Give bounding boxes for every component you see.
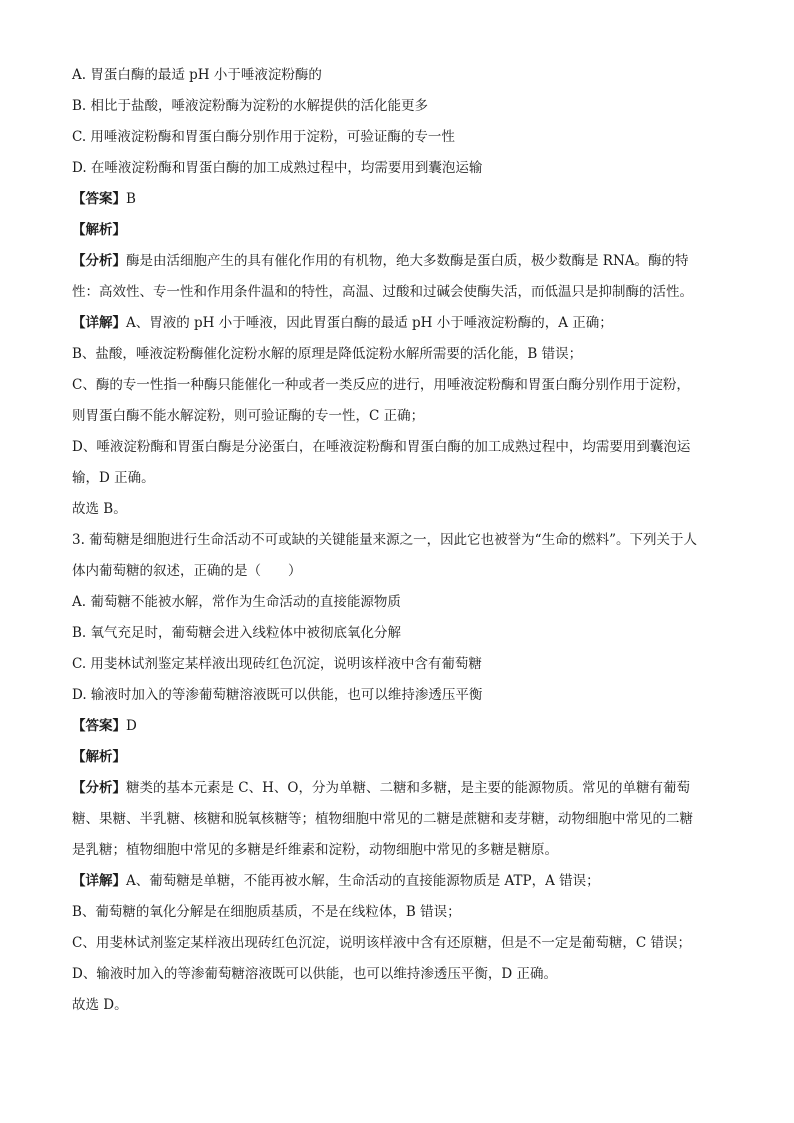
- fenxi-text: 酶是由活细胞产生的具有催化作用的有机物，绝大多数酶是蛋白质，极少数酶是 RNA。酶的特: [126, 253, 689, 269]
- fenxi-label: 【分析】: [72, 780, 126, 796]
- xiangjie-label: 【详解】: [72, 873, 126, 889]
- xiangjie-label: 【详解】: [72, 315, 126, 331]
- q3-option-c: C. 用斐林试剂鉴定某样液出现砖红色沉淀，说明该样液中含有葡萄糖: [72, 656, 482, 672]
- q2-option-b: B. 相比于盐酸，唾液淀粉酶为淀粉的水解提供的活化能更多: [72, 98, 429, 114]
- q3-xiangjie-line-3: C、用斐林试剂鉴定某样液出现砖红色沉淀，说明该样液中含有还原糖，但是不一定是葡萄糖，C 错误；: [72, 935, 691, 951]
- q3-option-a: A. 葡萄糖不能被水解，常作为生命活动的直接能源物质: [72, 594, 401, 610]
- q2-xiangjie-line-4: 则胃蛋白酶不能水解淀粉，则可验证酶的专一性，C 正确；: [72, 408, 425, 424]
- q2-option-c: C. 用唾液淀粉酶和胃蛋白酶分别作用于淀粉，可验证酶的专一性: [72, 129, 455, 145]
- answer-label: 【答案】: [72, 191, 126, 207]
- q2-xiangjie-line-6: 输，D 正确。: [72, 470, 155, 486]
- q2-answer: [72, 190, 136, 208]
- xiangjie-text: A、葡萄糖是单糖，不能再被水解，生命活动的直接能源物质是 ATP，A 错误；: [126, 873, 600, 889]
- q3-stem-line-1: 3. 葡萄糖是细胞进行生命活动不可或缺的关键能量来源之一，因此它也被誉为“生命的燃料”。下列关于人: [72, 532, 697, 548]
- q3-xiangjie-line-2: B、葡萄糖的氧化分解是在细胞质基质，不是在线粒体，B 错误；: [72, 904, 461, 920]
- fenxi-label: 【分析】: [72, 253, 126, 269]
- q3-fenxi-line-3: 是乳糖；植物细胞中常见的多糖是纤维素和淀粉，动物细胞中常见的多糖是糖原。: [72, 842, 558, 858]
- q3-analysis-label: 【解析】: [72, 749, 126, 765]
- q3-conclusion: 故选 D。: [72, 997, 128, 1013]
- q2-fenxi-line-1: [72, 252, 689, 270]
- q2-option-d: D. 在唾液淀粉酶和胃蛋白酶的加工成熟过程中，均需要用到囊泡运输: [72, 160, 483, 176]
- q3-fenxi-line-2: 糖、果糖、半乳糖、核糖和脱氧核糖等；植物细胞中常见的二糖是蔗糖和麦芽糖，动物细胞中常见的二糖: [72, 811, 693, 827]
- q2-conclusion: 故选 B。: [72, 501, 127, 517]
- q2-xiangjie-line-3: C、酶的专一性指一种酶只能催化一种或者一类反应的进行，用唾液淀粉酶和胃蛋白酶分别作用于淀粉，: [72, 377, 690, 393]
- q2-fenxi-line-2: 性：高效性、专一性和作用条件温和的特性，高温、过酸和过碱会使酶失活，而低温只是抑制酶的活性。: [72, 284, 693, 300]
- q3-xiangjie-line-1: [72, 872, 600, 890]
- q3-fenxi-line-1: [72, 779, 690, 797]
- xiangjie-text: A、胃液的 pH 小于唾液，因此胃蛋白酶的最适 pH 小于唾液淀粉酶的，A 正确；: [126, 315, 613, 331]
- q2-xiangjie-line-2: B、盐酸，唾液淀粉酶催化淀粉水解的原理是降低淀粉水解所需要的活化能，B 错误；: [72, 346, 583, 362]
- answer-value: D: [126, 718, 137, 734]
- q3-option-d: D. 输液时加入的等渗葡萄糖溶液既可以供能，也可以维持渗透压平衡: [72, 687, 483, 703]
- q3-option-b: B. 氧气充足时，葡萄糖会进入线粒体中被彻底氧化分解: [72, 625, 402, 641]
- q2-option-a: A. 胃蛋白酶的最适 pH 小于唾液淀粉酶的: [72, 67, 322, 83]
- fenxi-text: 糖类的基本元素是 C、H、O，分为单糖、二糖和多糖，是主要的能源物质。常见的单糖有葡萄: [126, 780, 690, 796]
- q3-stem-line-2: 体内葡萄糖的叙述，正确的是（ ）: [72, 563, 302, 579]
- q3-xiangjie-line-4: D、输液时加入的等渗葡萄糖溶液既可以供能，也可以维持渗透压平衡，D 正确。: [72, 966, 557, 982]
- answer-value: B: [126, 191, 136, 207]
- q2-analysis-label: 【解析】: [72, 222, 126, 238]
- q2-xiangjie-line-1: [72, 314, 613, 332]
- answer-label: 【答案】: [72, 718, 126, 734]
- q2-xiangjie-line-5: D、唾液淀粉酶和胃蛋白酶是分泌蛋白，在唾液淀粉酶和胃蛋白酶的加工成熟过程中，均需要用到囊泡运: [72, 439, 691, 455]
- q3-answer: [72, 717, 137, 735]
